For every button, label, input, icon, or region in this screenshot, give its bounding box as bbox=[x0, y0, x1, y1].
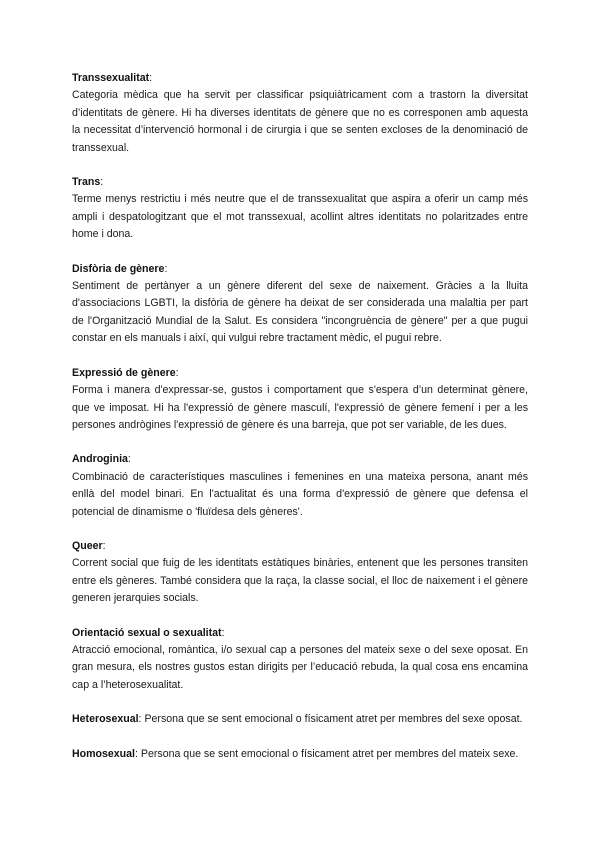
glossary-entry-androginia: Androginia: Combinació de característiques masculines i femenines en una mateixa persona, anant més enllà del model binari. En l'actualitat és una forma d'expressió de gènere que defensa el potencial de dinamisme o 'fluïdesa dels gèneres'. bbox=[72, 451, 528, 521]
entry-term: Homosexual bbox=[72, 747, 135, 760]
entry-definition: Forma i manera d'expressar-se, gustos i comportament que s'espera d’un determinat gènere, que ve imposat. Hi ha l'expressió de gènere masculí, l'expressió de gènere femení i per a les persones andrògines l'expressió de gènere és una barreja, que pot ser variable, de les dues. bbox=[72, 384, 528, 431]
entry-definition: Corrent social que fuig de les identitats estàtiques binàries, entenent que les persones transiten entre els gèneres. També considera que la raça, la classe social, el lloc de naixement i el gènere generen jerarquies socials. bbox=[72, 557, 528, 605]
entry-definition: Persona que se sent emocional o físicament atret per membres del mateix sexe. bbox=[140, 747, 519, 760]
glossary-entry-transsexualitat: Transsexualitat: Categoria mèdica que ha servit per classificar psiquiàtricament com a trastorn la diversitat d’identitats de gènere. Hi ha diverses identitats de gènere que no es corresponen amb aquesta la necessitat d’intervenció hormonal i de cirurgia i que se senten excloses de la denominació de transsexual. bbox=[72, 70, 528, 157]
entry-definition: Sentiment de pertànyer a un gènere diferent del sexe de naixement. Gràcies a la lluita d'associacions LGBTI, la disfòria de gènere ha deixat de ser considerada una malaltia per part de l'Organització Mundial de la Salut. Es considera "incongruència de gènere" per a que pugui constar en els manuals i així, qui vulgui rebre tractament mèdic, el pugui rebre. bbox=[72, 280, 528, 345]
entry-term: Queer bbox=[72, 539, 103, 552]
entry-definition: Categoria mèdica que ha servit per classificar psiquiàtricament com a trastorn la diversitat d’identitats de gènere. Hi ha diverses identitats de gènere que no es corresponen amb aquesta la necessitat d’intervenció hormonal i de cirurgia i que se senten excloses de la denominació de transsexual. bbox=[72, 89, 528, 154]
entry-term: Trans bbox=[72, 176, 101, 189]
entry-term: Disfòria de gènere bbox=[72, 262, 165, 275]
glossary-entry-expressio-de-genere: Expressió de gènere: Forma i manera d'expressar-se, gustos i comportament que s'espera d’un determinat gènere, que ve imposat. Hi ha l'expressió de gènere masculí, l'expressió de gènere femení i per a les persones andrògines l'expressió de gènere és una barreja, que pot ser variable, de les dues. bbox=[72, 365, 528, 435]
glossary-entry-orientacio-sexual: Orientació sexual o sexualitat: Atracció emocional, romàntica, i/o sexual cap a persones del mateix sexe o del sexe oposat. En gran mesura, els nostres gustos estan dirigits per l’educació rebuda, la qual cosa ens encamina cap a l’heterosexualitat. bbox=[72, 625, 528, 695]
glossary-entry-disforia-de-genere: Disfòria de gènere: Sentiment de pertànyer a un gènere diferent del sexe de naixement. Gràcies a la lluita d'associacions LGBTI, la disfòria de gènere ha deixat de ser considerada una malaltia per part de l'Organització Mundial de la Salut. Es considera "incongruència de gènere" per a que pugui constar en els manuals i així, qui vulgui rebre tractament mèdic, el pugui rebre. bbox=[72, 261, 528, 348]
glossary-entry-queer: Queer: Corrent social que fuig de les identitats estàtiques binàries, entenent que les persones transiten entre els gèneres. També considera que la raça, la classe social, el lloc de naixement i el gènere generen jerarquies socials. bbox=[72, 538, 528, 608]
glossary-page bbox=[72, 70, 528, 780]
entry-term: Expressió de gènere bbox=[72, 366, 176, 379]
glossary-entry-heterosexual: Heterosexual: Persona que se sent emocional o físicament atret per membres del sexe oposat. bbox=[72, 713, 523, 726]
entry-term: Orientació sexual o sexualitat bbox=[72, 626, 222, 639]
entry-term: Heterosexual bbox=[72, 713, 139, 726]
entry-definition: Persona que se sent emocional o físicament atret per membres del sexe oposat. bbox=[144, 713, 523, 726]
entry-definition: Atracció emocional, romàntica, i/o sexual cap a persones del mateix sexe o del sexe oposat. En gran mesura, els nostres gustos estan dirigits per l’educació rebuda, la qual cosa ens encamina cap a l’heterosexualitat. bbox=[72, 643, 528, 691]
glossary-entry-homosexual: Homosexual: Persona que se sent emocional o físicament atret per membres del mateix sexe. bbox=[72, 747, 519, 760]
entry-definition: Combinació de característiques masculines i femenines en una mateixa persona, anant més enllà del model binari. En l'actualitat és una forma d'expressió de gènere que defensa el potencial de dinamisme o 'fluïdesa dels gèneres'. bbox=[72, 470, 528, 518]
entry-term: Transsexualitat bbox=[72, 72, 150, 84]
entry-term: Androginia bbox=[72, 453, 128, 466]
entry-definition: Terme menys restrictiu i més neutre que el de transsexualitat que aspira a oferir un camp més ampli i despatologitzant que el mot transsexual, acollint altres identitats no polaritzades entre home i dona. bbox=[72, 193, 528, 241]
glossary-entry-trans: Trans: Terme menys restrictiu i més neutre que el de transsexualitat que aspira a oferir un camp més ampli i despatologitzant que el mot transsexual, acollint altres identitats no polaritzades entre home i dona. bbox=[72, 174, 528, 244]
